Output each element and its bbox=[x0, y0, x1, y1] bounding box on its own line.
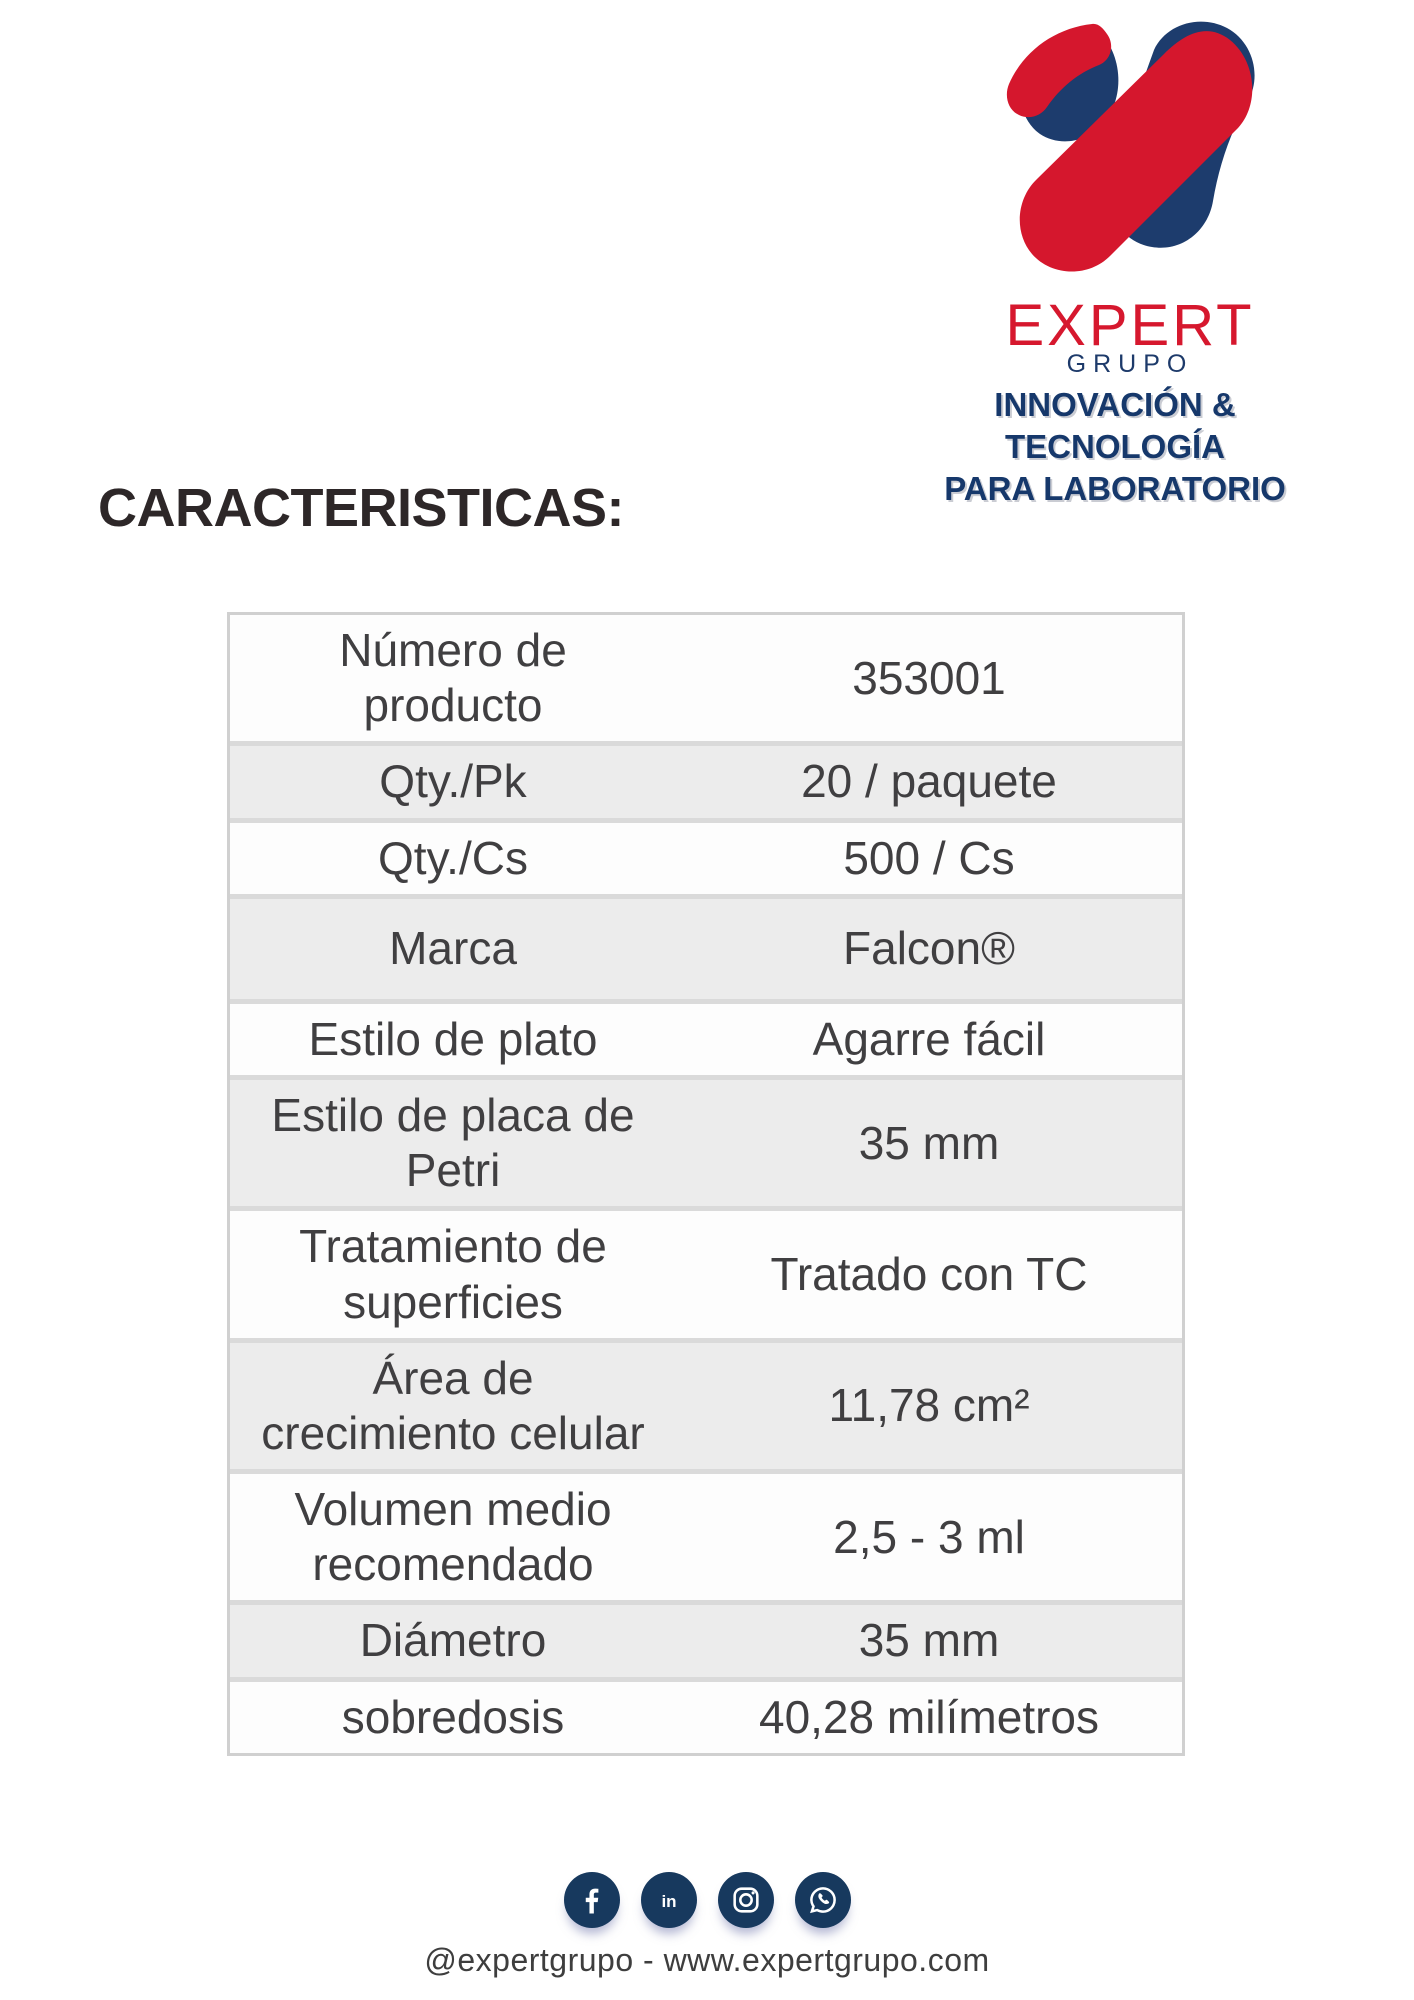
spec-label: Volumen medio recomendado bbox=[294, 1483, 612, 1591]
brand-subname: GRUPO bbox=[1066, 350, 1194, 378]
table-row bbox=[230, 615, 1182, 741]
spec-label: sobredosis bbox=[341, 1690, 565, 1743]
brand-tagline bbox=[900, 384, 1330, 511]
spec-value: 500 / Cs bbox=[843, 831, 1015, 884]
logo-x-icon bbox=[994, 16, 1266, 290]
table-row bbox=[230, 1600, 1182, 1676]
expert-grupo-logo bbox=[994, 16, 1266, 290]
table-row bbox=[230, 1469, 1182, 1600]
social-icons-row bbox=[0, 1872, 1414, 1928]
spec-table bbox=[227, 612, 1185, 1756]
spec-label: Área de crecimiento celular bbox=[261, 1351, 645, 1459]
facebook-icon[interactable] bbox=[564, 1872, 620, 1928]
spec-value: 353001 bbox=[852, 651, 1006, 704]
whatsapp-icon[interactable] bbox=[795, 1872, 851, 1928]
instagram-icon[interactable] bbox=[718, 1872, 774, 1928]
spec-value: 20 / paquete bbox=[801, 755, 1057, 808]
svg-text:in: in bbox=[660, 1891, 677, 1911]
table-row bbox=[230, 1206, 1182, 1337]
tagline-line-1: INNOVACIÓN & TECNOLOGÍA bbox=[994, 386, 1236, 466]
table-row bbox=[230, 1075, 1182, 1206]
spec-label: Marca bbox=[389, 922, 517, 975]
tagline-line-2: PARA LABORATORIO bbox=[944, 470, 1286, 508]
spec-value: Falcon® bbox=[843, 922, 1015, 975]
spec-value: 2,5 - 3 ml bbox=[833, 1510, 1025, 1563]
spec-label: Tratamiento de superficies bbox=[299, 1220, 607, 1328]
table-row bbox=[230, 1677, 1182, 1753]
spec-label: Estilo de plato bbox=[308, 1012, 598, 1065]
brand-name: EXPERT bbox=[1005, 293, 1255, 358]
spec-value: Tratado con TC bbox=[770, 1247, 1088, 1300]
page-title: CARACTERISTICAS: bbox=[98, 478, 624, 538]
table-row bbox=[230, 999, 1182, 1075]
spec-value: Agarre fácil bbox=[812, 1012, 1046, 1065]
spec-value: 11,78 cm² bbox=[828, 1379, 1030, 1432]
spec-label: Qty./Pk bbox=[379, 755, 527, 808]
spec-value: 35 mm bbox=[858, 1614, 1000, 1667]
table-row bbox=[230, 818, 1182, 894]
spec-label: Número de producto bbox=[339, 624, 567, 732]
spec-label: Estilo de placa de Petri bbox=[271, 1088, 635, 1197]
linkedin-icon[interactable] bbox=[641, 1872, 697, 1928]
footer-contact-line: @expertgrupo - www.expertgrupo.com bbox=[424, 1942, 990, 1978]
table-row bbox=[230, 741, 1182, 817]
spec-value: 35 mm bbox=[858, 1116, 1000, 1169]
spec-label: Diámetro bbox=[359, 1614, 547, 1667]
table-row bbox=[230, 1338, 1182, 1469]
spec-value: 40,28 milímetros bbox=[758, 1690, 1099, 1743]
table-row bbox=[230, 894, 1182, 999]
spec-label: Qty./Cs bbox=[378, 831, 528, 884]
